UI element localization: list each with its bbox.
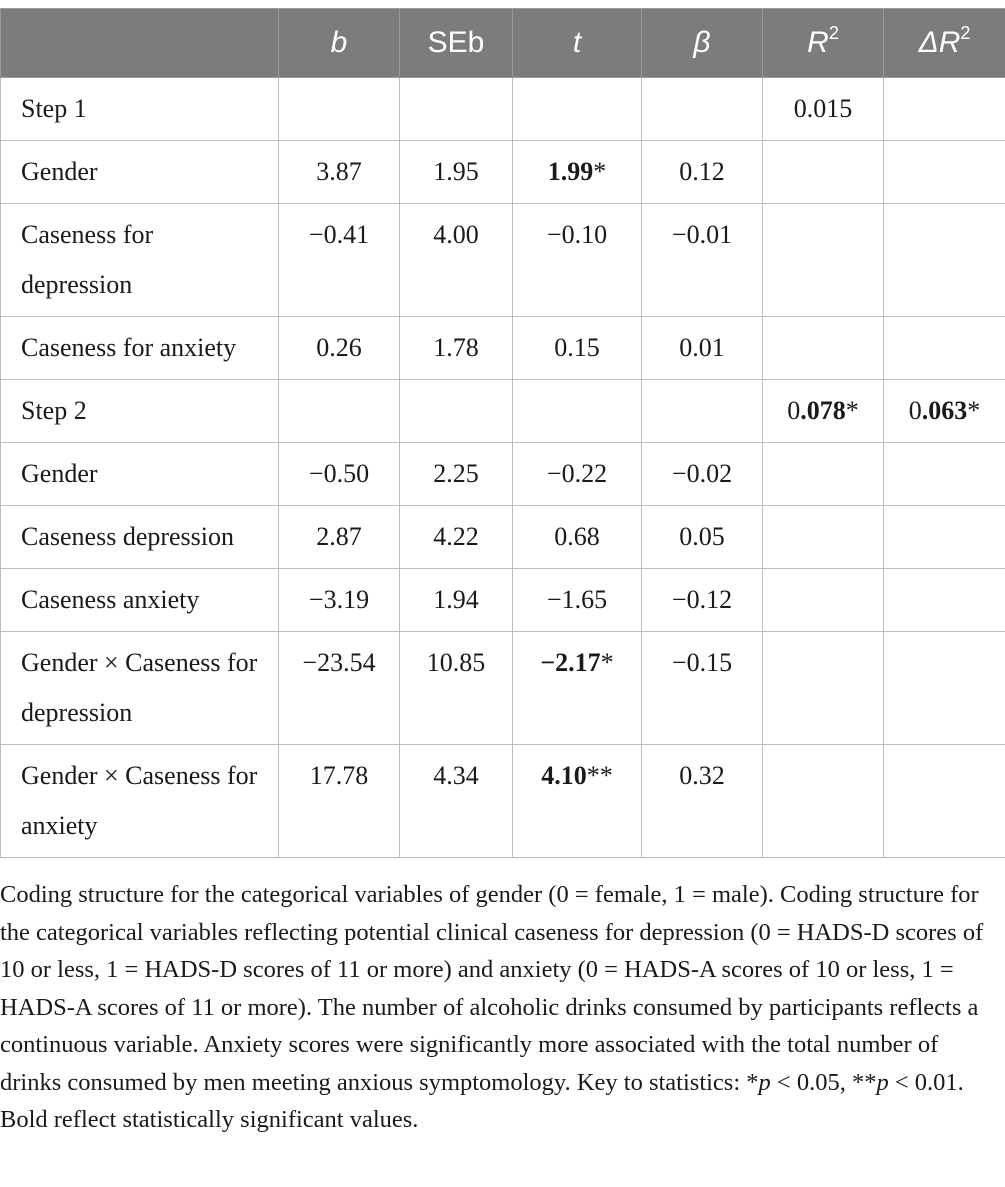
significance-marker: * — [845, 396, 859, 425]
cell-t: 0.15 — [513, 317, 642, 380]
table-row — [1, 141, 1005, 204]
header-seb: SEb — [400, 9, 513, 78]
cell-delta-r2 — [884, 78, 1005, 141]
cell-seb: 4.00 — [400, 204, 513, 317]
table-row — [1, 632, 1005, 745]
significance-marker: * — [600, 648, 614, 677]
table-row — [1, 380, 1005, 443]
cell-b: 2.87 — [279, 506, 400, 569]
cell-seb — [400, 78, 513, 141]
header-delta-r2: $\Delta R^2$ — [884, 9, 1005, 78]
cell-delta-r2 — [884, 745, 1005, 858]
row-label: Gender × Caseness for anxiety — [1, 745, 279, 858]
header-b: b — [279, 9, 400, 78]
cell-b: 17.78 — [279, 745, 400, 858]
cell-seb: 1.94 — [400, 569, 513, 632]
cell-r2 — [763, 317, 884, 380]
row-label: Caseness depression — [1, 506, 279, 569]
cell-b — [279, 78, 400, 141]
caption-main: Coding structure for the categorical variables of gender (0 = female, 1 = male). Coding structure for the categorical variables reflecting potential clinical caseness for depression (0 = HADS-D scores of 10 or less, 1 = HADS-D scores of 11 or more) and anxiety (0 = HADS-A scores of 10 or less, 1 = HADS-A scores of 11 or more). The number of alcoholic drinks consumed by participants reflects a continuous variable. Anxiety scores were significantly more associated with the total number of drinks consumed by men meeting anxious symptomology. Key to statistics: *p < 0.05, **p < 0.01. — [0, 881, 984, 1096]
cell-seb: 10.85 — [400, 632, 513, 745]
cell-t: −0.10 — [513, 204, 642, 317]
cell-t: 0.68 — [513, 506, 642, 569]
regression-table — [0, 8, 1005, 858]
row-label: Caseness for depression — [1, 204, 279, 317]
row-label: Step 2 — [1, 380, 279, 443]
cell-t: −1.65 — [513, 569, 642, 632]
cell-r2: 0.015 — [763, 78, 884, 141]
cell-seb: 4.34 — [400, 745, 513, 858]
cell-beta: 0.12 — [642, 141, 763, 204]
cell-beta: −0.12 — [642, 569, 763, 632]
cell-t — [513, 78, 642, 141]
header-r2: $R^2$ — [763, 9, 884, 78]
table-row — [1, 317, 1005, 380]
cell-seb: 4.22 — [400, 506, 513, 569]
cell-beta: −0.01 — [642, 204, 763, 317]
cell-t: −0.22 — [513, 443, 642, 506]
cell-beta: 0.32 — [642, 745, 763, 858]
cell-delta-r2 — [884, 632, 1005, 745]
table-header-row — [1, 9, 1005, 78]
cell-delta-r2 — [884, 317, 1005, 380]
cell-r2 — [763, 506, 884, 569]
cell-t — [513, 141, 642, 204]
cell-r2 — [763, 204, 884, 317]
cell-r2 — [763, 141, 884, 204]
header-beta: β — [642, 9, 763, 78]
row-label: Gender — [1, 443, 279, 506]
cell-b — [279, 380, 400, 443]
cell-beta: 0.01 — [642, 317, 763, 380]
cell-delta-r2: 0.063* — [884, 380, 1005, 443]
cell-b: 3.87 — [279, 141, 400, 204]
significance-marker: ** — [586, 761, 613, 790]
caption-note: Bold reflect statistically significant values. — [0, 1106, 419, 1133]
table-row — [1, 204, 1005, 317]
cell-r2 — [763, 632, 884, 745]
cell-delta-r2 — [884, 141, 1005, 204]
cell-seb: 2.25 — [400, 443, 513, 506]
cell-delta-r2 — [884, 506, 1005, 569]
cell-b: −0.50 — [279, 443, 400, 506]
t-value: 1.99 — [547, 157, 594, 186]
cell-beta — [642, 78, 763, 141]
t-value: −2.17 — [540, 648, 601, 677]
table-row — [1, 78, 1005, 141]
row-label: Step 1 — [1, 78, 279, 141]
cell-seb: 1.78 — [400, 317, 513, 380]
row-label: Gender × Caseness for depression — [1, 632, 279, 745]
table-row — [1, 443, 1005, 506]
significance-marker: * — [967, 396, 981, 425]
cell-seb: 1.95 — [400, 141, 513, 204]
row-label: Gender — [1, 141, 279, 204]
cell-t — [513, 632, 642, 745]
cell-b: −23.54 — [279, 632, 400, 745]
cell-b: −0.41 — [279, 204, 400, 317]
cell-beta: 0.05 — [642, 506, 763, 569]
cell-b: −3.19 — [279, 569, 400, 632]
table-row — [1, 569, 1005, 632]
cell-t — [513, 745, 642, 858]
row-label: Caseness anxiety — [1, 569, 279, 632]
delta-r2-value: .063 — [921, 396, 968, 425]
row-label: Caseness for anxiety — [1, 317, 279, 380]
cell-delta-r2 — [884, 204, 1005, 317]
header-empty — [1, 9, 279, 78]
cell-r2 — [763, 745, 884, 858]
cell-r2: 0.078* — [763, 380, 884, 443]
table-row — [1, 506, 1005, 569]
t-value: 4.10 — [541, 761, 587, 790]
significance-marker: * — [593, 157, 607, 186]
cell-r2 — [763, 569, 884, 632]
cell-beta — [642, 380, 763, 443]
cell-beta: −0.15 — [642, 632, 763, 745]
cell-beta: −0.02 — [642, 443, 763, 506]
header-t: t — [513, 9, 642, 78]
table-row — [1, 745, 1005, 858]
cell-seb — [400, 380, 513, 443]
cell-t — [513, 380, 642, 443]
cell-delta-r2 — [884, 443, 1005, 506]
cell-b: 0.26 — [279, 317, 400, 380]
table-caption — [0, 876, 1000, 1139]
cell-delta-r2 — [884, 569, 1005, 632]
cell-r2 — [763, 443, 884, 506]
r2-value: .078 — [800, 396, 846, 425]
